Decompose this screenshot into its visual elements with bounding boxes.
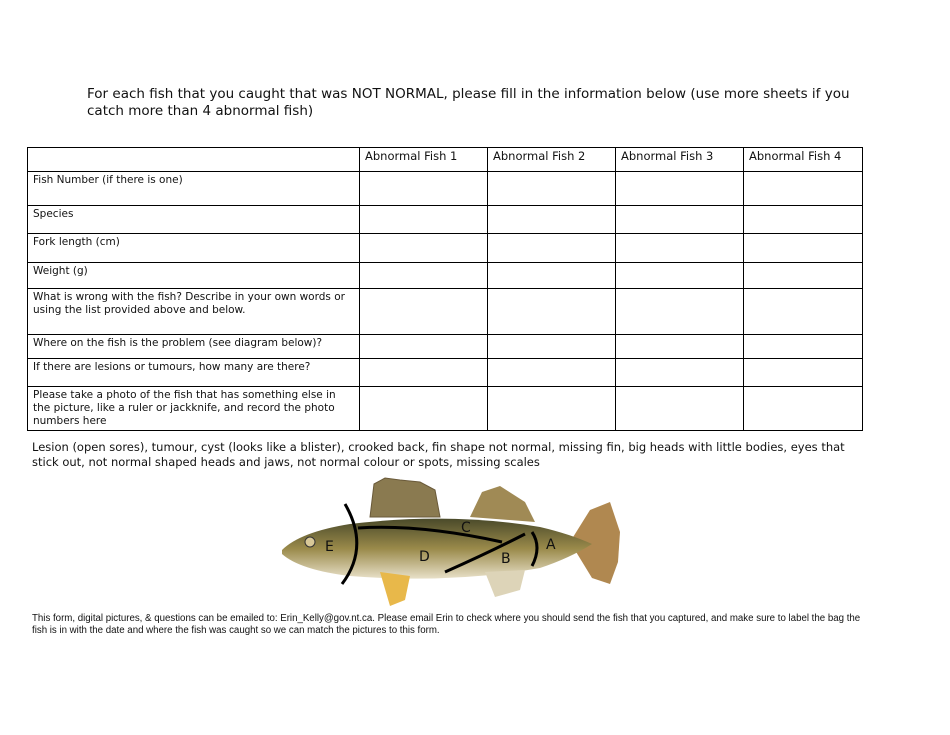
input-cell[interactable]: [488, 206, 616, 234]
input-cell[interactable]: [360, 263, 488, 289]
input-cell[interactable]: [488, 234, 616, 263]
column-header: Abnormal Fish 1: [360, 148, 488, 172]
input-cell[interactable]: [488, 289, 616, 335]
input-cell[interactable]: [744, 335, 863, 359]
column-header: Abnormal Fish 2: [488, 148, 616, 172]
row-label: Where on the fish is the problem (see diagram below)?: [28, 335, 360, 359]
pelvic-fin: [380, 572, 410, 606]
input-cell[interactable]: [616, 206, 744, 234]
input-cell[interactable]: [616, 359, 744, 387]
abnormality-list: Lesion (open sores), tumour, cyst (looks like a blister), crooked back, fin shape not normal, missing fin, big heads with little bodies, eyes that stick out, not normal shaped heads and jaws, not normal colour or spots, missing scales: [32, 440, 845, 469]
input-cell[interactable]: [488, 172, 616, 206]
region-label-b: B: [501, 551, 511, 567]
row-label: What is wrong with the fish? Describe in your own words or using the list provided above and below.: [28, 289, 360, 335]
input-cell[interactable]: [488, 263, 616, 289]
input-cell[interactable]: [744, 263, 863, 289]
input-cell[interactable]: [360, 359, 488, 387]
anal-fin: [485, 570, 525, 597]
input-cell[interactable]: [360, 387, 488, 431]
row-label: Species: [28, 206, 360, 234]
input-cell[interactable]: [744, 387, 863, 431]
contact-footer: This form, digital pictures, & questions can be emailed to: Erin_Kelly@gov.nt.ca. Please email Erin to check where you should send the fish that you captured, and make sure to label the bag the fish is in with the date and where the fish was caught so we can match the pictures to this form.: [32, 613, 861, 636]
row-label: If there are lesions or tumours, how many are there?: [28, 359, 360, 387]
region-label-a: A: [546, 537, 556, 553]
fish-diagram: [270, 472, 630, 612]
input-cell[interactable]: [360, 206, 488, 234]
input-cell[interactable]: [488, 387, 616, 431]
input-cell[interactable]: [360, 335, 488, 359]
abnormal-fish-table: [27, 147, 863, 431]
input-cell[interactable]: [360, 234, 488, 263]
table-row: [28, 206, 863, 234]
table-row: [28, 387, 863, 431]
column-header: Abnormal Fish 4: [744, 148, 863, 172]
input-cell[interactable]: [360, 289, 488, 335]
table-row: [28, 234, 863, 263]
input-cell[interactable]: [744, 172, 863, 206]
table-row: [28, 172, 863, 206]
row-label: Weight (g): [28, 263, 360, 289]
input-cell[interactable]: [616, 387, 744, 431]
row-label: Fork length (cm): [28, 234, 360, 263]
table-row: [28, 289, 863, 335]
region-label-d: D: [419, 549, 430, 565]
header-blank: [28, 148, 360, 172]
instructions: For each fish that you caught that was NOT NORMAL, please fill in the information below (use more sheets if you catch more than 4 abnormal fish): [87, 86, 850, 119]
column-header: Abnormal Fish 3: [616, 148, 744, 172]
input-cell[interactable]: [744, 206, 863, 234]
row-label: Please take a photo of the fish that has something else in the picture, like a ruler or jackknife, and record the photo numbers here: [28, 387, 360, 431]
input-cell[interactable]: [488, 359, 616, 387]
input-cell[interactable]: [744, 289, 863, 335]
input-cell[interactable]: [616, 263, 744, 289]
input-cell[interactable]: [360, 172, 488, 206]
dorsal-fin-soft: [470, 486, 535, 522]
input-cell[interactable]: [744, 359, 863, 387]
fish-eye: [305, 537, 315, 547]
region-label-c: C: [461, 520, 471, 536]
input-cell[interactable]: [616, 172, 744, 206]
table-row: [28, 263, 863, 289]
input-cell[interactable]: [616, 289, 744, 335]
input-cell[interactable]: [616, 335, 744, 359]
input-cell[interactable]: [744, 234, 863, 263]
table-row: [28, 359, 863, 387]
table-row: [28, 335, 863, 359]
dorsal-fin-spiny: [370, 478, 440, 517]
input-cell[interactable]: [488, 335, 616, 359]
region-label-e: E: [325, 539, 334, 555]
row-label: Fish Number (if there is one): [28, 172, 360, 206]
input-cell[interactable]: [616, 234, 744, 263]
